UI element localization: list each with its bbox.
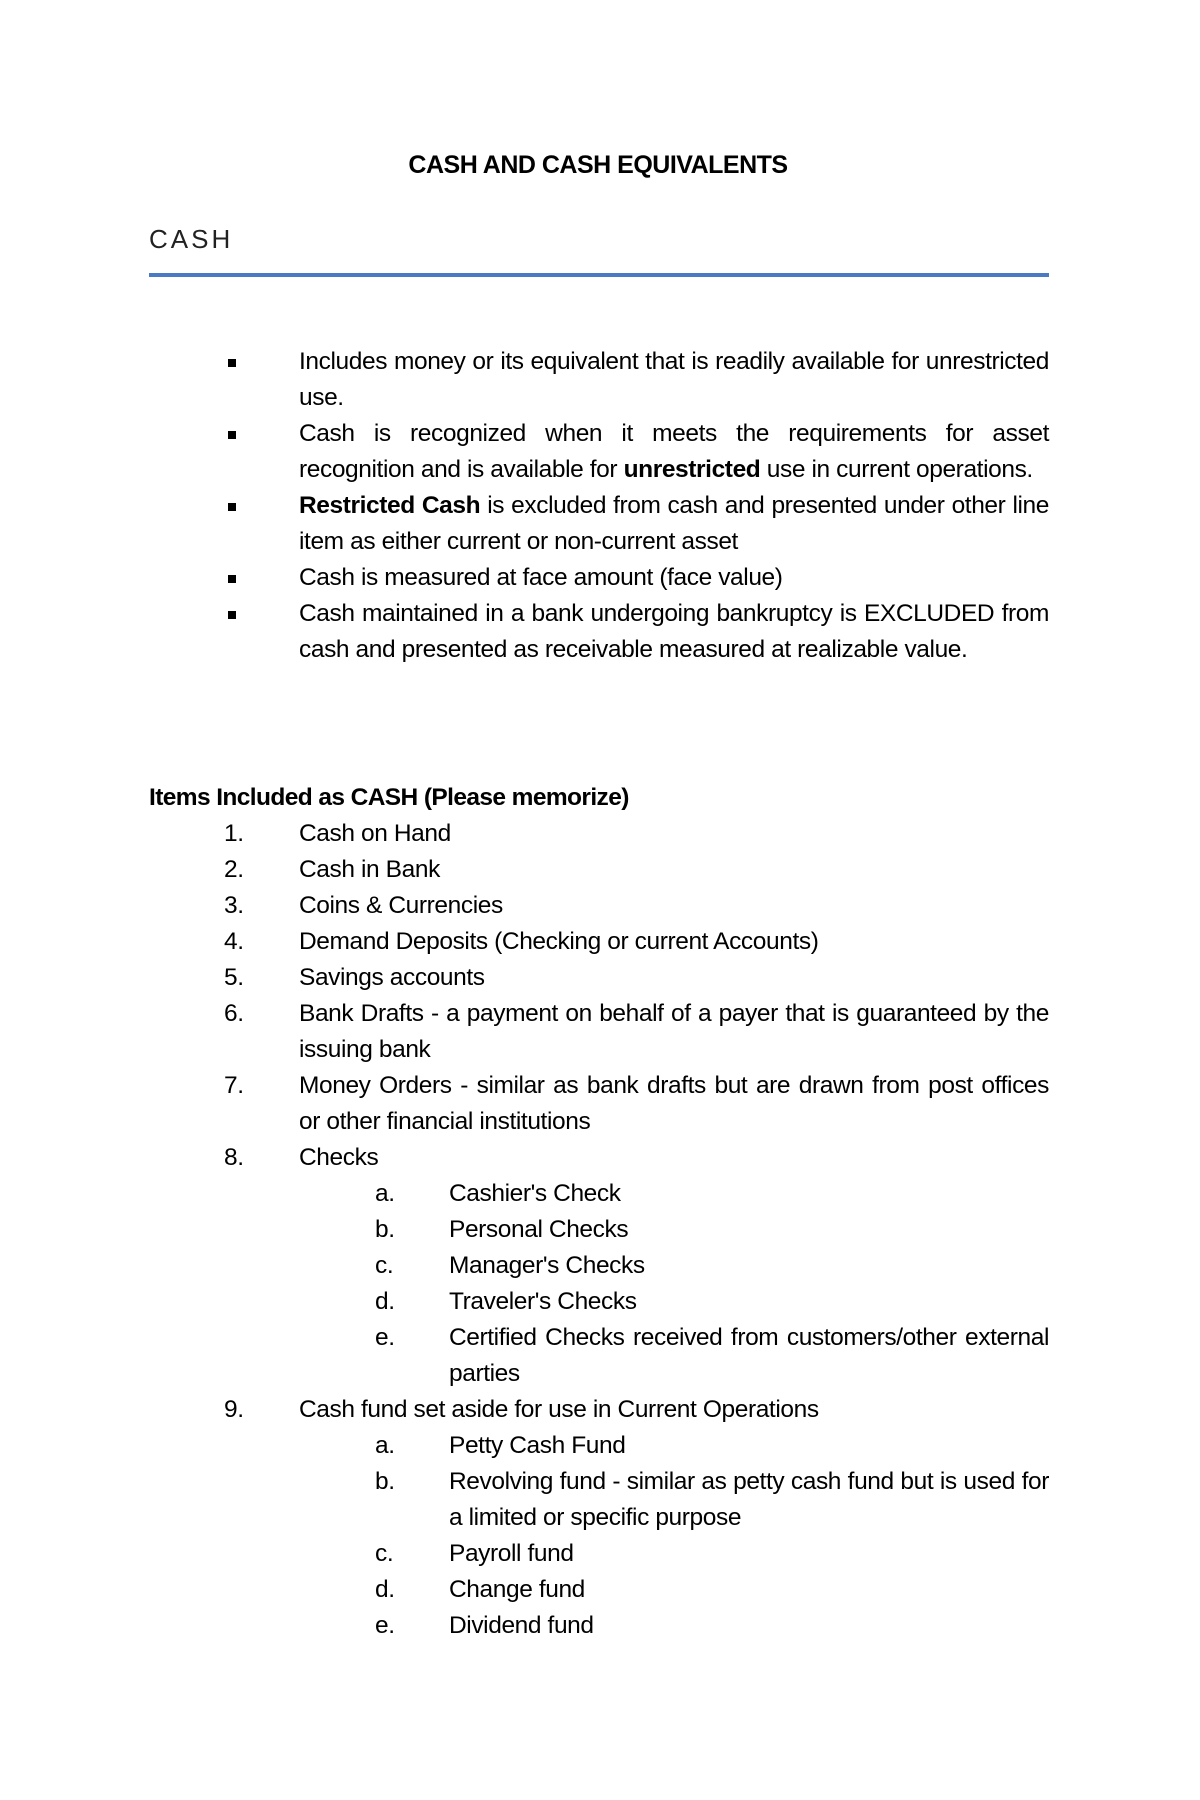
sublist-item bbox=[149, 1284, 1049, 1320]
square-bullet-icon bbox=[228, 359, 236, 367]
bullet-text: Cash maintained in a bank undergoing bankruptcy is EXCLUDED from cash and presented as receivable measured at realizable value. bbox=[299, 600, 1049, 663]
subitem-letter: e. bbox=[375, 1324, 395, 1351]
checks-sublist bbox=[149, 1176, 1049, 1392]
subitem-letter: d. bbox=[375, 1288, 395, 1315]
item-number: 1. bbox=[224, 820, 244, 847]
subitem-letter: e. bbox=[375, 1612, 395, 1639]
bullet-text: Cash is recognized when it meets the requirements for asset recognition and is available for bbox=[299, 420, 1049, 483]
subitem-letter: c. bbox=[375, 1252, 394, 1279]
item-text: Savings accounts bbox=[299, 964, 485, 991]
list-item bbox=[149, 1392, 1049, 1644]
bullet-text: use in current operations. bbox=[760, 456, 1033, 483]
list-item bbox=[149, 852, 1049, 888]
items-heading: Items Included as CASH (Please memorize) bbox=[149, 784, 629, 811]
bullet-item bbox=[149, 560, 1049, 596]
sublist-item bbox=[149, 1212, 1049, 1248]
page-title: CASH AND CASH EQUIVALENTS bbox=[408, 151, 788, 179]
list-item bbox=[149, 960, 1049, 996]
sublist-item bbox=[149, 1248, 1049, 1284]
subitem-text: Manager's Checks bbox=[449, 1252, 645, 1279]
item-number: 4. bbox=[224, 928, 244, 955]
bullet-emphasis: Restricted Cash bbox=[299, 492, 481, 519]
list-item bbox=[149, 996, 1049, 1068]
item-text: Cash fund set aside for use in Current Operations bbox=[299, 1396, 819, 1423]
subitem-letter: b. bbox=[375, 1468, 395, 1495]
item-text: Cash in Bank bbox=[299, 856, 440, 883]
item-text: Checks bbox=[299, 1144, 379, 1171]
item-number: 5. bbox=[224, 964, 244, 991]
subitem-text: Dividend fund bbox=[449, 1612, 594, 1639]
sublist-item bbox=[149, 1608, 1049, 1644]
subitem-letter: d. bbox=[375, 1576, 395, 1603]
item-text: Bank Drafts - a payment on behalf of a payer that is guaranteed by the issuing bank bbox=[299, 1000, 1049, 1063]
item-number: 7. bbox=[224, 1072, 244, 1099]
bullet-item bbox=[149, 488, 1049, 560]
bullet-item bbox=[149, 416, 1049, 488]
item-text: Cash on Hand bbox=[299, 820, 451, 847]
list-item bbox=[149, 1140, 1049, 1392]
funds-sublist bbox=[149, 1428, 1049, 1644]
subitem-text: Personal Checks bbox=[449, 1216, 629, 1243]
square-bullet-icon bbox=[228, 503, 236, 511]
section-heading: CASH bbox=[149, 224, 234, 254]
heading-rule bbox=[149, 273, 1049, 277]
subitem-text: Revolving fund - similar as petty cash fund but is used for a limited or specific purpose bbox=[449, 1468, 1049, 1531]
bullet-text: Includes money or its equivalent that is readily available for unrestricted use. bbox=[299, 348, 1049, 411]
cash-items-list bbox=[149, 816, 1049, 1644]
sublist-item bbox=[149, 1176, 1049, 1212]
sublist-item bbox=[149, 1536, 1049, 1572]
subitem-text: Payroll fund bbox=[449, 1540, 574, 1567]
bullet-text: Cash is measured at face amount (face value) bbox=[299, 564, 783, 591]
bullet-text: is excluded from cash and presented under other line item as either current or non-current asset bbox=[299, 492, 1049, 555]
subitem-letter: a. bbox=[375, 1180, 395, 1207]
item-text: Coins & Currencies bbox=[299, 892, 503, 919]
square-bullet-icon bbox=[228, 611, 236, 619]
subitem-text: Traveler's Checks bbox=[449, 1288, 637, 1315]
cash-bullet-list bbox=[149, 344, 1049, 668]
subitem-letter: c. bbox=[375, 1540, 394, 1567]
subitem-text: Certified Checks received from customers/other external parties bbox=[449, 1324, 1049, 1387]
bullet-emphasis: unrestricted bbox=[623, 456, 761, 483]
item-number: 8. bbox=[224, 1144, 244, 1171]
bullet-item bbox=[149, 596, 1049, 668]
item-number: 9. bbox=[224, 1396, 244, 1423]
sublist-item bbox=[149, 1428, 1049, 1464]
item-number: 2. bbox=[224, 856, 244, 883]
sublist-item bbox=[149, 1464, 1049, 1536]
subitem-text: Petty Cash Fund bbox=[449, 1432, 626, 1459]
subitem-letter: b. bbox=[375, 1216, 395, 1243]
list-item bbox=[149, 816, 1049, 852]
bullet-item bbox=[149, 344, 1049, 416]
subitem-letter: a. bbox=[375, 1432, 395, 1459]
square-bullet-icon bbox=[228, 575, 236, 583]
item-number: 6. bbox=[224, 1000, 244, 1027]
square-bullet-icon bbox=[228, 431, 236, 439]
list-item bbox=[149, 1068, 1049, 1140]
list-item bbox=[149, 888, 1049, 924]
item-text: Demand Deposits (Checking or current Accounts) bbox=[299, 928, 819, 955]
sublist-item bbox=[149, 1572, 1049, 1608]
subitem-text: Change fund bbox=[449, 1576, 585, 1603]
list-item bbox=[149, 924, 1049, 960]
subitem-text: Cashier's Check bbox=[449, 1180, 621, 1207]
sublist-item bbox=[149, 1320, 1049, 1392]
item-text: Money Orders - similar as bank drafts but are drawn from post offices or other financial institutions bbox=[299, 1072, 1049, 1135]
item-number: 3. bbox=[224, 892, 244, 919]
